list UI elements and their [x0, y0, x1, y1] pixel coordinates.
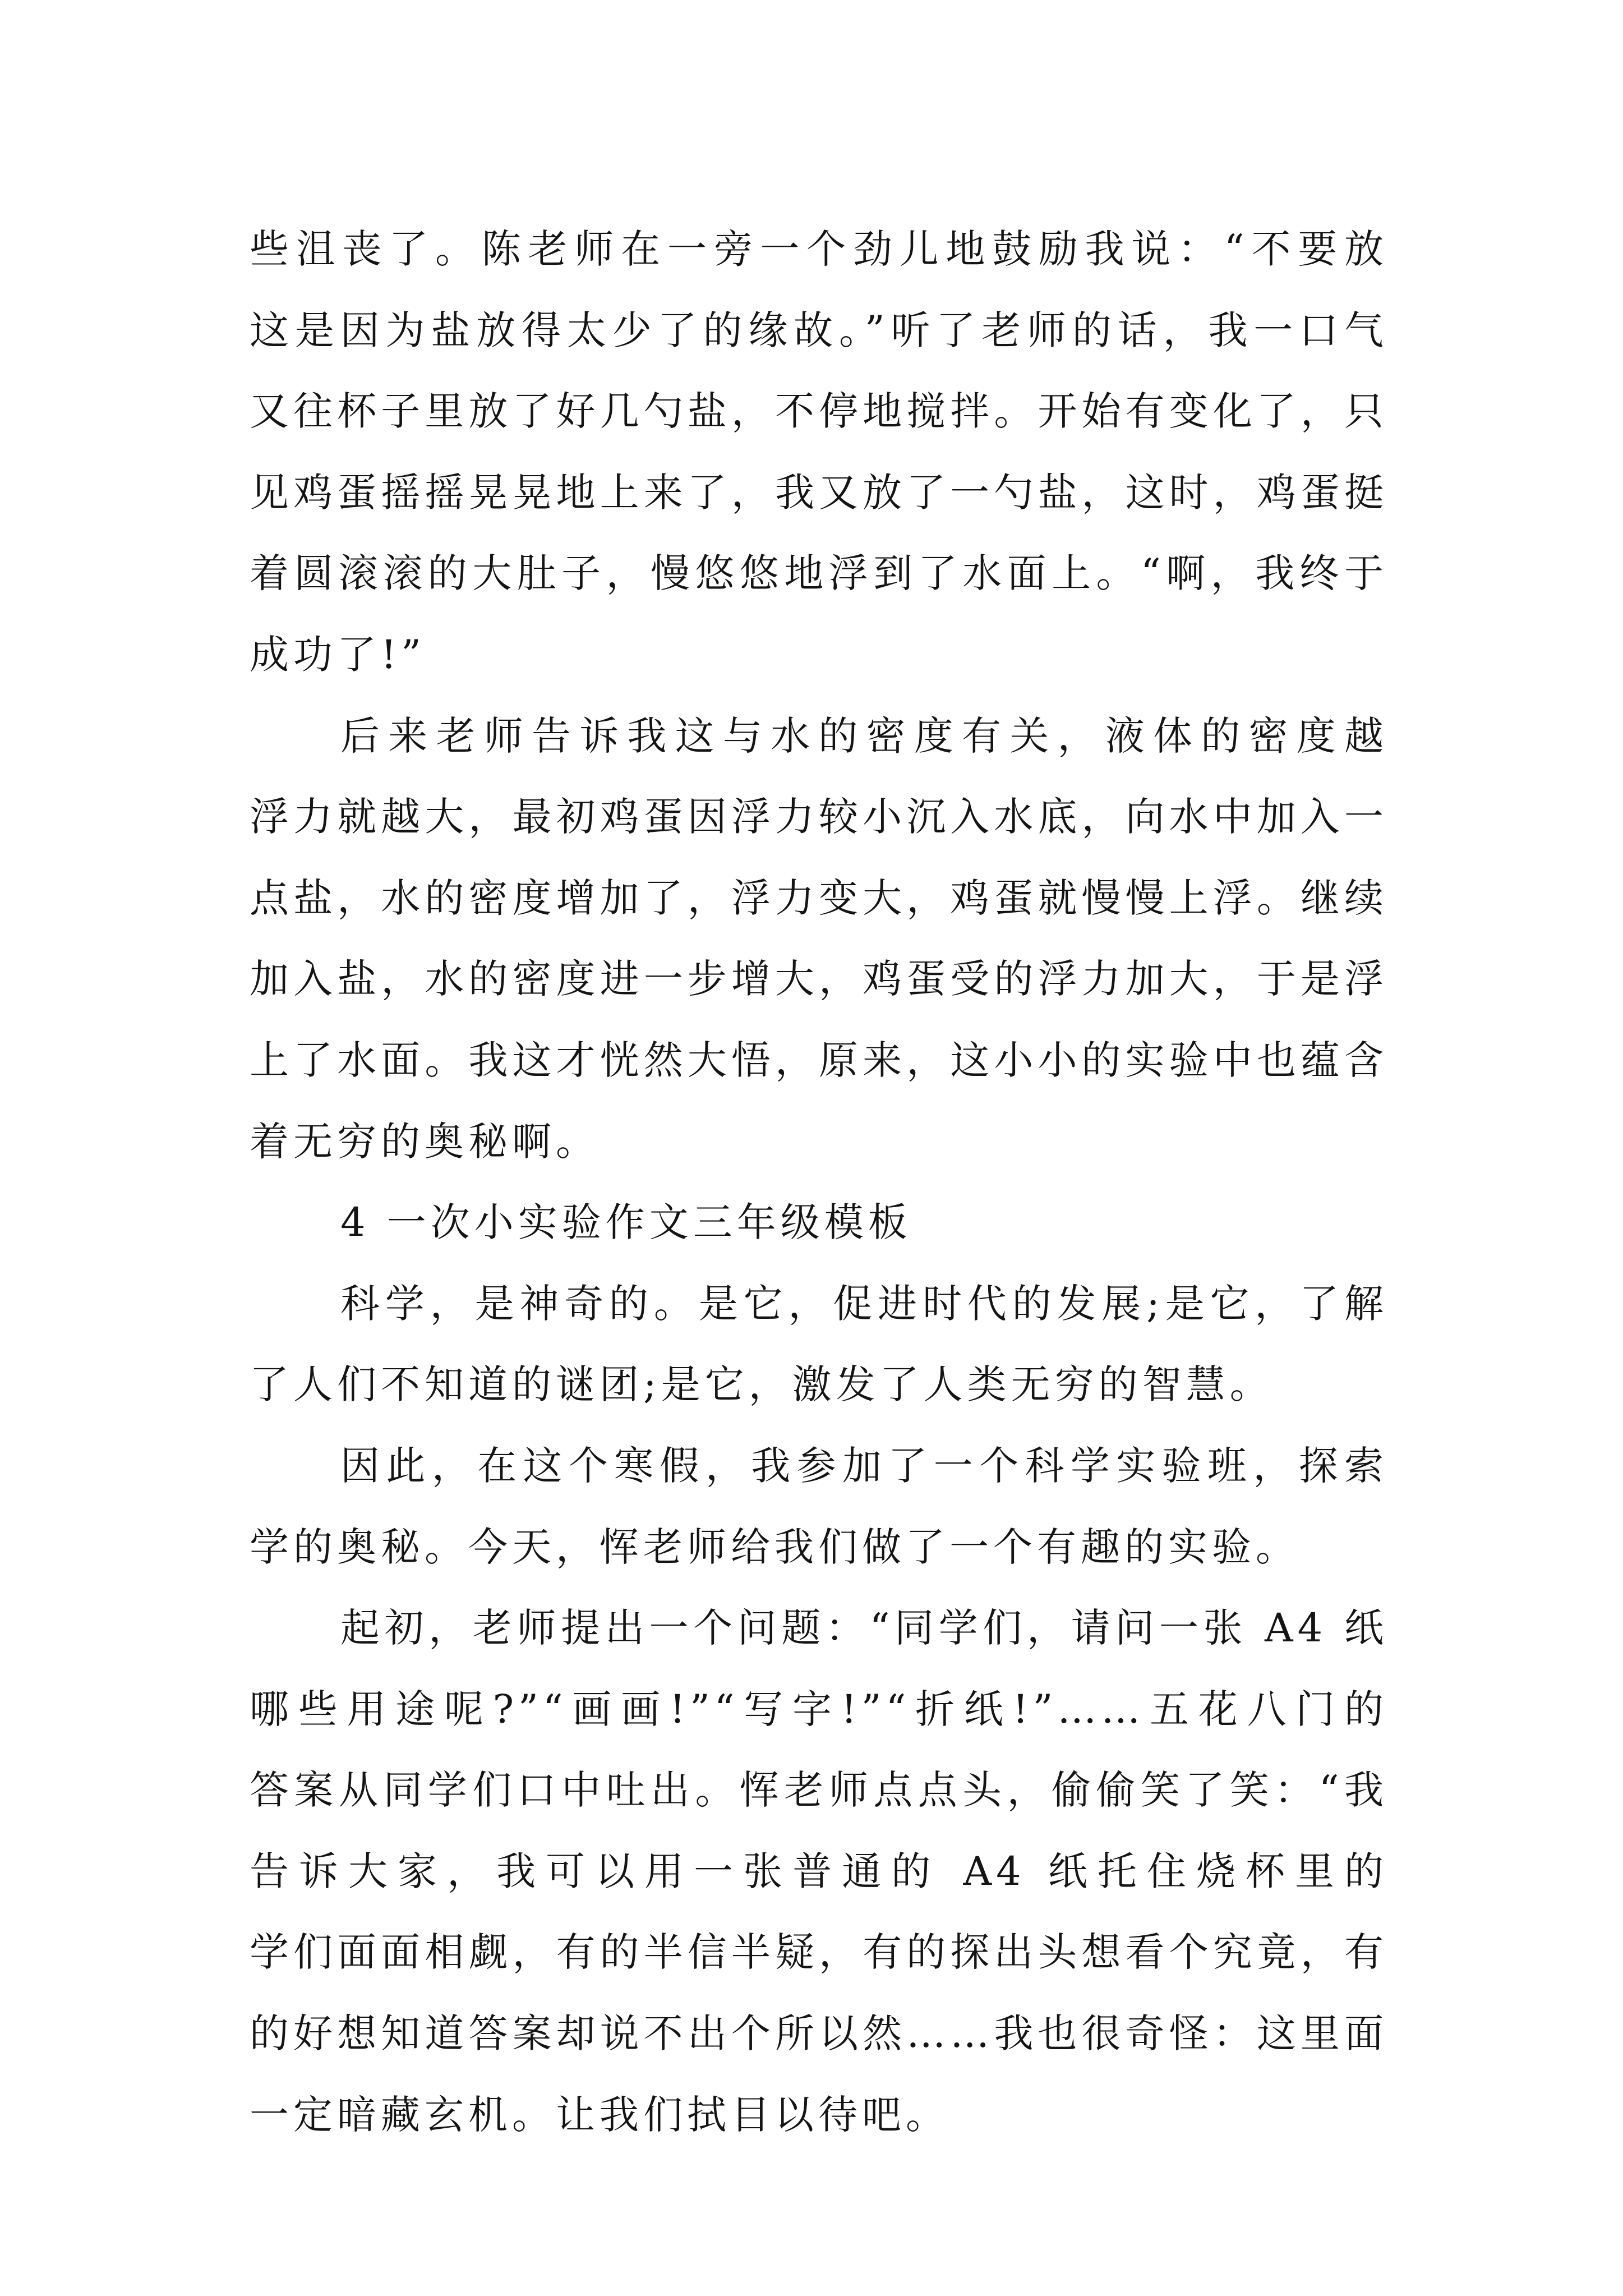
text-line: 成功了!” — [250, 631, 426, 678]
text-line: 这是因为盐放得太少了的缘故。”听了老师的话，我一口气 — [250, 307, 1388, 353]
document-body — [250, 209, 1388, 2155]
text-line: 4 一次小实验作文三年级模板 — [340, 1199, 912, 1246]
text-line: 的好想知道答案却说不出个所以然……我也很奇怪：这里面 — [250, 2010, 1388, 2057]
text-line: 起初，老师提出一个问题：“同学们，请问一张 A4 纸 — [340, 1605, 1388, 1651]
text-line: 答案从同学们口中吐出。恽老师点点头，偷偷笑了笑：“我 — [250, 1767, 1388, 1814]
text-line: 因此，在这个寒假，我参加了一个科学实验班，探索 — [340, 1442, 1388, 1489]
text-line: 学们面面相觑，有的半信半疑，有的探出头想看个究竟，有 — [250, 1929, 1388, 1976]
text-line: 告诉大家，我可以用一张普通的 A4 纸托住烧杯里的 — [250, 1848, 1388, 1894]
text-line: 一定暗藏玄机。让我们拭目以待吧。 — [250, 2091, 949, 2138]
text-line: 上了水面。我这才恍然大悟，原来，这小小的实验中也蕴含 — [250, 1037, 1388, 1083]
text-line: 着无穷的奥秘啊。 — [250, 1118, 600, 1165]
text-line: 些沮丧了。陈老师在一旁一个劲儿地鼓励我说：“不要放 — [250, 226, 1388, 272]
text-line: 点盐，水的密度增加了，浮力变大，鸡蛋就慢慢上浮。继续 — [250, 875, 1388, 921]
text-line: 了人们不知道的谜团;是它，激发了人类无穷的智慧。 — [250, 1361, 1274, 1408]
text-line: 加入盐，水的密度进一步增大，鸡蛋受的浮力加大，于是浮 — [250, 956, 1388, 1002]
text-line: 哪些用途呢?”“画画!”“写字!”“折纸!”……五花八门的 — [250, 1686, 1388, 1732]
text-line: 见鸡蛋摇摇晃晃地上来了，我又放了一勺盐，这时，鸡蛋挺 — [250, 469, 1388, 516]
text-line: 后来老师告诉我这与水的密度有关，液体的密度越 — [340, 712, 1388, 759]
text-line: 科学，是神奇的。是它，促进时代的发展;是它，了解 — [340, 1280, 1388, 1327]
text-line: 着圆滚滚的大肚子，慢悠悠地浮到了水面上。“啊，我终于 — [250, 550, 1388, 597]
text-line: 浮力就越大，最初鸡蛋因浮力较小沉入水底，向水中加入一 — [250, 794, 1388, 840]
text-line: 学的奥秘。今天，恽老师给我们做了一个有趣的实验。 — [250, 1524, 1299, 1570]
text-line: 又往杯子里放了好几勺盐，不停地搅拌。开始有变化了，只 — [250, 388, 1388, 435]
